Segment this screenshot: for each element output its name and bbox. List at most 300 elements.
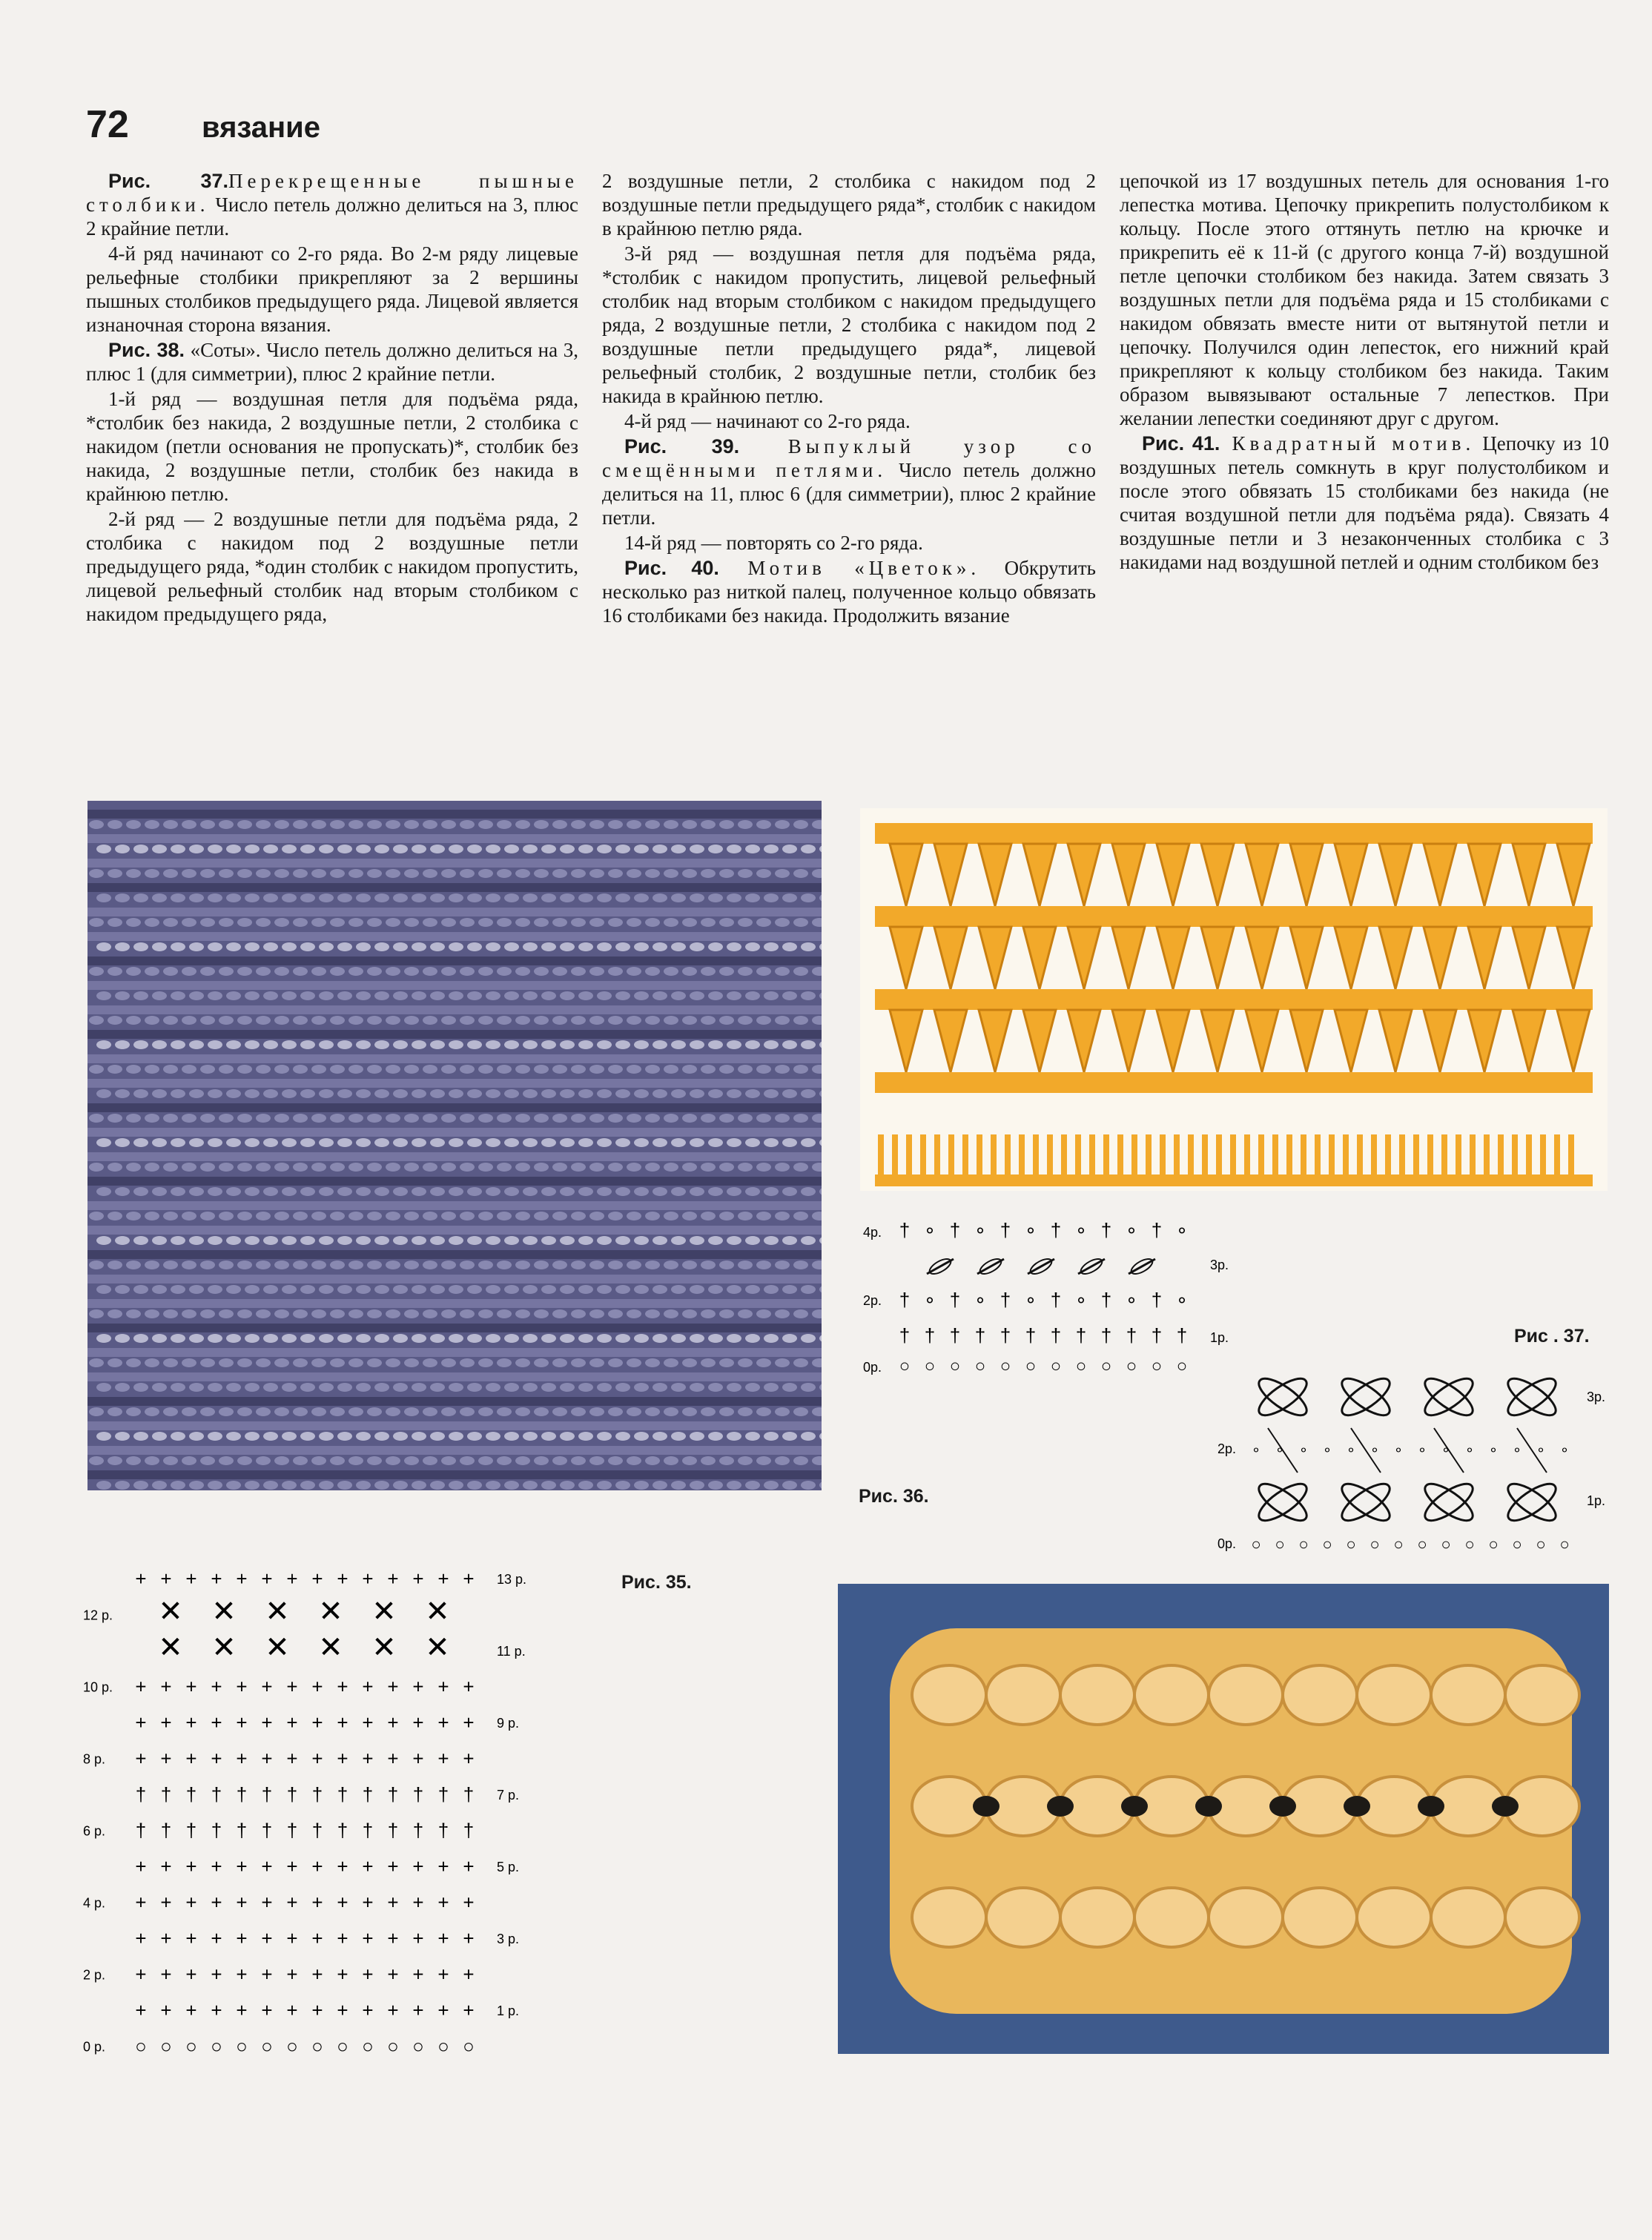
symbol: + [463, 1567, 475, 1590]
stitch [171, 942, 185, 951]
stitch [274, 1358, 289, 1367]
stitch [430, 1236, 445, 1245]
stitch [645, 967, 660, 976]
stitch [263, 1334, 278, 1343]
stitch [115, 1187, 130, 1196]
stitch [133, 1089, 148, 1098]
row-label: 3р. [1210, 1258, 1229, 1272]
stitch [515, 1309, 530, 1318]
symbol: + [412, 1855, 424, 1877]
stitch [634, 1089, 649, 1098]
stitch [274, 1212, 289, 1220]
stitch [627, 918, 641, 927]
yarn-row [87, 932, 822, 941]
stitch [671, 1285, 686, 1294]
stitch [337, 1187, 352, 1196]
stitch [108, 1065, 122, 1074]
symbol: ∘ [1175, 1219, 1189, 1241]
stitch [1554, 1134, 1560, 1179]
symbol: + [437, 1999, 449, 2021]
stitch [152, 1481, 167, 1490]
stitch [126, 1016, 141, 1025]
stitch [627, 967, 641, 976]
stitch [541, 1187, 556, 1196]
symbol: ○ [1151, 1356, 1163, 1376]
stitch [226, 1383, 241, 1392]
stitch [615, 942, 630, 951]
stitch [330, 869, 345, 878]
stitch [374, 1040, 389, 1049]
stitch [449, 845, 463, 853]
stitch [423, 1456, 437, 1465]
stitch [182, 1114, 196, 1123]
stitch [282, 1481, 297, 1490]
stitch [219, 869, 234, 878]
spaced-title: Выпуклый узор со смещёнными петлями. [602, 435, 1096, 481]
stitch [152, 991, 167, 1000]
stitch [208, 1089, 222, 1098]
symbol: + [362, 1747, 374, 1770]
stitch [441, 1065, 456, 1074]
stitch-bobble [986, 1888, 1060, 1947]
symbol: + [261, 1963, 273, 1986]
stitch [300, 1089, 315, 1098]
stitch [311, 1163, 326, 1172]
stitch [682, 1114, 697, 1123]
stitch [486, 1187, 500, 1196]
stitch [793, 1309, 808, 1318]
paragraph [86, 169, 578, 240]
stitch [449, 1138, 463, 1147]
stitch [645, 1065, 660, 1074]
stitch [645, 1407, 660, 1416]
stitch [534, 869, 549, 878]
stitch [208, 1383, 222, 1392]
symbol: + [387, 1927, 399, 1949]
symbol: † [387, 1783, 399, 1805]
stitch [189, 942, 204, 951]
symbol: † [311, 1819, 323, 1842]
stitch [386, 1456, 400, 1465]
stitch [486, 1040, 500, 1049]
symbol: + [311, 1855, 323, 1877]
stitch [497, 1163, 512, 1172]
stitch [775, 967, 790, 976]
stitch [1202, 1134, 1208, 1179]
symbol: + [412, 1891, 424, 1914]
stitch [237, 1456, 252, 1465]
stitch [163, 1212, 178, 1220]
stitch [367, 1358, 382, 1367]
stitch [126, 918, 141, 927]
stitch [597, 1432, 612, 1441]
stitch [460, 869, 475, 878]
stitch [311, 1261, 326, 1269]
stitch [108, 1016, 122, 1025]
symbol: ∘ [1024, 1219, 1037, 1241]
stitch [189, 893, 204, 902]
stitch [701, 1358, 716, 1367]
stitch [245, 1187, 260, 1196]
symbol: + [311, 1675, 323, 1698]
stitch [133, 1187, 148, 1196]
stitch [404, 1212, 419, 1220]
row-label: 10 р. [83, 1679, 113, 1695]
symbol: ○ [286, 2035, 298, 2058]
stitch [356, 1432, 371, 1441]
symbol: ∘ [1074, 1289, 1088, 1311]
stitch [126, 967, 141, 976]
symbol: + [337, 1999, 348, 2021]
yarn-row [87, 1103, 822, 1112]
stitch [163, 918, 178, 927]
symbol: + [437, 1855, 449, 1877]
stitch [460, 1163, 475, 1172]
stitch [182, 1163, 196, 1172]
stitch-bobble [1134, 1888, 1209, 1947]
stitch [330, 1261, 345, 1269]
stitch [764, 1334, 779, 1343]
stitch [430, 1432, 445, 1441]
stitch-bobble [1357, 1888, 1431, 1947]
stitch [96, 845, 111, 853]
stitch [523, 1138, 538, 1147]
stitch [615, 991, 630, 1000]
stitch [504, 1285, 519, 1294]
symbol: + [362, 1999, 374, 2021]
stitch [449, 991, 463, 1000]
stitch [337, 1481, 352, 1490]
symbol: ○ [1559, 1535, 1570, 1553]
symbol: ○ [1050, 1356, 1062, 1376]
caption-fig-37: Рис . 37. [1514, 1326, 1590, 1347]
stitch [782, 1285, 797, 1294]
stitch [793, 1358, 808, 1367]
stitch [764, 1040, 779, 1049]
stitch [145, 1407, 159, 1416]
stitch [404, 1065, 419, 1074]
stitch [226, 1187, 241, 1196]
stitch [701, 1016, 716, 1025]
stitch [504, 1236, 519, 1245]
stitch [348, 1065, 363, 1074]
stitch [671, 942, 686, 951]
stitch [282, 1285, 297, 1294]
stitch [430, 1383, 445, 1392]
stitch-bobble [1209, 1665, 1283, 1725]
paragraph [86, 387, 578, 506]
stitch [108, 1309, 122, 1318]
stitch [182, 967, 196, 976]
stitch [423, 1261, 437, 1269]
stitch [756, 1309, 771, 1318]
stitch [300, 942, 315, 951]
stitch [386, 1309, 400, 1318]
stitch [274, 967, 289, 976]
stitch [374, 1236, 389, 1245]
stitch [430, 893, 445, 902]
symbol: + [387, 1999, 399, 2021]
stitch [478, 1407, 493, 1416]
symbol: † [949, 1289, 961, 1311]
stitch [682, 967, 697, 976]
stitch [115, 1285, 130, 1294]
stitch [589, 820, 604, 829]
stitch [478, 1114, 493, 1123]
stitch [108, 1261, 122, 1269]
stitch [219, 1016, 234, 1025]
stitch [775, 869, 790, 878]
symbol: ○ [185, 2035, 197, 2058]
symbol: + [286, 1999, 298, 2021]
stitch [782, 991, 797, 1000]
symbol: + [337, 1855, 348, 1877]
stitch [627, 1065, 641, 1074]
stitch [460, 1358, 475, 1367]
symbol: + [160, 1891, 172, 1914]
stitch [189, 1334, 204, 1343]
stitch [330, 967, 345, 976]
stitch [108, 820, 122, 829]
stitch [738, 1212, 753, 1220]
stitch [337, 845, 352, 853]
stitch [690, 991, 704, 1000]
symbol: ○ [387, 2035, 399, 2058]
stitch [89, 918, 104, 927]
stitch [1272, 1134, 1278, 1179]
stitch [200, 1163, 215, 1172]
stitch [627, 1016, 641, 1025]
stitch [89, 1114, 104, 1123]
stitch [319, 1187, 334, 1196]
yarn-row [87, 1250, 822, 1259]
symbol: † [1000, 1324, 1011, 1347]
symbol: + [185, 1675, 197, 1698]
symbol: + [337, 1675, 348, 1698]
stitch [200, 1456, 215, 1465]
stitch [664, 1309, 678, 1318]
stitch [441, 869, 456, 878]
stitch [126, 1358, 141, 1367]
stitch [374, 893, 389, 902]
stitch [163, 1016, 178, 1025]
stitch [589, 1358, 604, 1367]
symbol: + [311, 1711, 323, 1734]
stitch [892, 1134, 898, 1179]
stitch [764, 845, 779, 853]
symbol: ○ [1025, 1356, 1037, 1376]
symbol: ∘ [923, 1289, 936, 1311]
stitch [293, 820, 308, 829]
stitch [393, 1383, 408, 1392]
stitch [96, 1187, 111, 1196]
symbol: ∘ [1125, 1219, 1138, 1241]
stitch [449, 1040, 463, 1049]
stitch [256, 820, 271, 829]
stitch [348, 1456, 363, 1465]
stitch [523, 1187, 538, 1196]
stitch [608, 1309, 623, 1318]
stitch [393, 1285, 408, 1294]
stitch [467, 1383, 482, 1392]
symbol: † [437, 1819, 449, 1842]
stitch [578, 1138, 593, 1147]
stitch [645, 1456, 660, 1465]
stitch [627, 820, 641, 829]
stitch [589, 918, 604, 927]
stitch [115, 893, 130, 902]
symbol: † [949, 1219, 961, 1241]
stitch [412, 1481, 426, 1490]
stitch [645, 869, 660, 878]
figure-reference: Рис. 37. [108, 170, 229, 192]
stitch [96, 1432, 111, 1441]
symbol: + [463, 1855, 475, 1877]
stitch [274, 1163, 289, 1172]
section-title: вязание [202, 111, 320, 144]
row-label: 13 р. [497, 1572, 527, 1587]
symbol: † [1100, 1289, 1112, 1311]
stitch [801, 1481, 816, 1490]
stitch [219, 1114, 234, 1123]
row-label: 5 р. [497, 1860, 520, 1874]
stitch [348, 967, 363, 976]
symbol: + [211, 1891, 222, 1914]
stitch [356, 942, 371, 951]
symbol: ○ [236, 2035, 248, 2058]
stitch [189, 1187, 204, 1196]
stitch [589, 1065, 604, 1074]
symbol: ○ [1536, 1535, 1546, 1553]
symbol: ✕ [158, 1595, 183, 1628]
stitch [126, 1261, 141, 1269]
stitch [348, 1114, 363, 1123]
stitch [200, 1407, 215, 1416]
stitch [690, 1432, 704, 1441]
stitch [756, 1261, 771, 1269]
stitch [226, 991, 241, 1000]
stitch [263, 1432, 278, 1441]
stitch [311, 1456, 326, 1465]
stitch [374, 1481, 389, 1490]
stitch [404, 1358, 419, 1367]
symbol: † [437, 1783, 449, 1805]
stitch [615, 1040, 630, 1049]
stitch [300, 845, 315, 853]
stitch [523, 942, 538, 951]
stitch [671, 991, 686, 1000]
stitch [708, 845, 723, 853]
stitch [423, 1114, 437, 1123]
stitch [171, 1383, 185, 1392]
stitch [263, 1236, 278, 1245]
yarn-row [87, 1324, 822, 1332]
stitch [330, 820, 345, 829]
paragraph-text: 2 воздушные петли, 2 столбика с накидом под 2 воздушные петли предыдущего ряда*, столбик с накидом в крайнюю петлю ряда. [602, 170, 1096, 239]
yarn-row [87, 1030, 822, 1039]
stitch [89, 869, 104, 878]
symbol: + [261, 1891, 273, 1914]
stitch [597, 1481, 612, 1490]
stitch [467, 1481, 482, 1490]
stitch [497, 1114, 512, 1123]
stitch [208, 942, 222, 951]
stitch [96, 1089, 111, 1098]
stitch [738, 820, 753, 829]
stitch [727, 893, 741, 902]
stitch [1427, 1134, 1433, 1179]
stitch [311, 1016, 326, 1025]
stitch [541, 991, 556, 1000]
stitch [133, 1481, 148, 1490]
stitch [356, 1383, 371, 1392]
symbol: + [236, 1999, 248, 2021]
stitch [671, 1187, 686, 1196]
stitch [738, 1163, 753, 1172]
stitch [108, 1407, 122, 1416]
stitch [515, 1456, 530, 1465]
stitch [541, 1334, 556, 1343]
stitch [182, 1309, 196, 1318]
stitch [571, 1114, 586, 1123]
symbol: ○ [160, 2035, 172, 2058]
stitch [467, 991, 482, 1000]
stitch [441, 1212, 456, 1220]
stitch [412, 1383, 426, 1392]
stitch [764, 893, 779, 902]
symbol: + [160, 1999, 172, 2021]
stitch [708, 1285, 723, 1294]
diagram-fig-36 [860, 1215, 1246, 1378]
stitch [719, 1407, 734, 1416]
stitch [171, 1481, 185, 1490]
stitch [441, 1456, 456, 1465]
stitch [1286, 1134, 1292, 1179]
stitch [96, 1040, 111, 1049]
stitch [256, 1358, 271, 1367]
stitch [208, 1236, 222, 1245]
row-label: 4р. [863, 1225, 882, 1240]
stitch [478, 1456, 493, 1465]
stitch [467, 1334, 482, 1343]
stitch [163, 1407, 178, 1416]
symbol: † [311, 1783, 323, 1805]
symbol: ○ [1100, 1356, 1112, 1376]
stitch [486, 991, 500, 1000]
stitch [367, 1309, 382, 1318]
stitch [589, 1407, 604, 1416]
stitch [226, 893, 241, 902]
stitch [256, 869, 271, 878]
stitch [782, 1334, 797, 1343]
stitch [515, 869, 530, 878]
stitch [152, 1040, 167, 1049]
spaced-title: Квадратный мотив. [1220, 432, 1476, 455]
symbol: + [236, 1711, 248, 1734]
symbol: ○ [1075, 1356, 1087, 1376]
stitch [449, 942, 463, 951]
symbol: + [362, 1675, 374, 1698]
symbol: † [1100, 1219, 1112, 1241]
symbol: † [1151, 1289, 1163, 1311]
stitch [404, 967, 419, 976]
stitch [337, 893, 352, 902]
symbol: † [899, 1324, 911, 1347]
symbol: † [1050, 1324, 1062, 1347]
stitch [171, 1187, 185, 1196]
symbol: + [387, 1855, 399, 1877]
stitch [589, 1456, 604, 1465]
